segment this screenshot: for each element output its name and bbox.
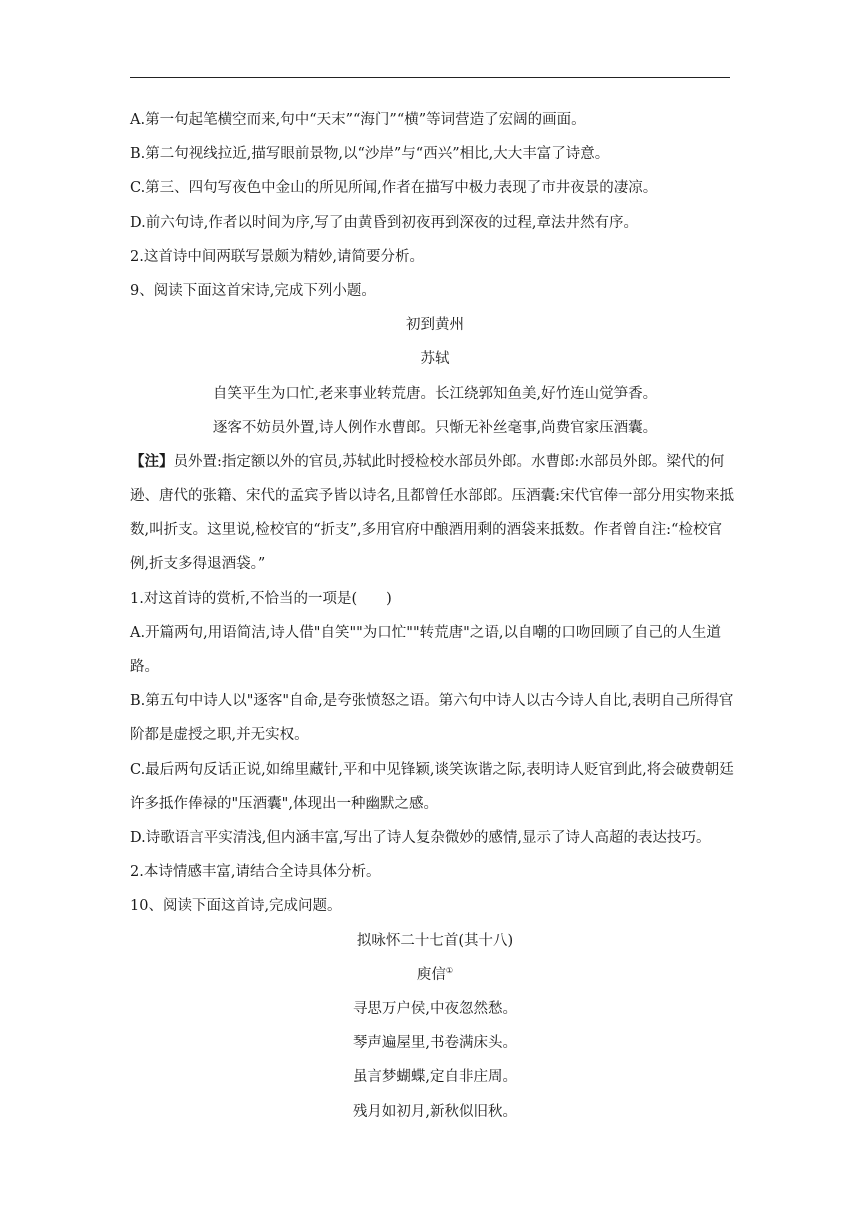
q10-poem-line-3: 虽言梦蝴蝶,定自非庄周。 bbox=[352, 1069, 518, 1086]
q10-poem-line-1: 寻思万户侯,中夜忽然愁。 bbox=[352, 1000, 518, 1017]
q9-subquestion-1: 1.对这首诗的赏析,不恰当的一项是( ) bbox=[130, 590, 392, 607]
q9-note bbox=[130, 445, 740, 582]
q9-poem-line-1: 自笑平生为口忙,老来事业转荒唐。长江绕郭知鱼美,好竹连山觉笋香。 bbox=[212, 385, 658, 402]
document-page bbox=[130, 103, 740, 1129]
q9-poem-line-2: 逐客不妨员外置,诗人例作水曹郎。只惭无补丝毫事,尚费官家压酒囊。 bbox=[212, 419, 658, 436]
q9-note-label: 【注】 bbox=[130, 452, 174, 470]
q9-subquestion-2: 2.本诗情感丰富,请结合全诗具体分析。 bbox=[130, 864, 381, 881]
q8-subquestion-2: 2.这首诗中间两联写景颇为精妙,请简要分析。 bbox=[130, 248, 424, 265]
q10-heading: 10、阅读下面这首诗,完成问题。 bbox=[130, 898, 342, 915]
q8-option-c: C.第三、四句写夜色中金山的所见所闻,作者在描写中极力表现了市井夜景的凄凉。 bbox=[130, 180, 658, 197]
q8-option-a: A.第一句起笔横空而来,句中“天末”“海门”“横”等词营造了宏阔的画面。 bbox=[130, 112, 586, 128]
q9-poem-author: 苏轼 bbox=[420, 351, 450, 368]
q8-option-b: B.第二句视线拉近,描写眼前景物,以“沙岸”与“西兴”相比,大大丰富了诗意。 bbox=[130, 146, 610, 163]
q9-heading: 9、阅读下面这首宋诗,完成下列小题。 bbox=[130, 282, 376, 299]
q9-option-d: D.诗歌语言平实清浅,但内涵丰富,写出了诗人复杂微妙的感情,显示了诗人高超的表达技巧。 bbox=[130, 830, 711, 847]
q9-poem-title: 初到黄州 bbox=[406, 317, 464, 334]
header-rule bbox=[130, 77, 730, 78]
q10-poem-line-4: 残月如初月,新秋似旧秋。 bbox=[352, 1103, 518, 1120]
q10-poem-title: 拟咏怀二十七首(其十八) bbox=[356, 932, 514, 949]
q10-poem-line-2: 琴声遍屋里,书卷满床头。 bbox=[352, 1035, 518, 1052]
q9-option-a: A.开篇两句,用语简洁,诗人借"自笑""为口忙""转荒唐"之语,以自嘲的口吻回顾了自己的人生道路。 bbox=[130, 624, 721, 676]
q10-poem-author-line bbox=[130, 958, 740, 992]
q8-option-d: D.前六句诗,作者以时间为序,写了由黄昏到初夜再到深夜的过程,章法井然有序。 bbox=[130, 214, 639, 231]
q10-poem-author: 庾信 bbox=[416, 966, 446, 983]
q9-option-c: C.最后两句反话正说,如绵里藏针,平和中见锋颖,谈笑诙谐之际,表明诗人贬官到此,将会破费朝廷许多抵作俸禄的"压酒囊",体现出一种幽默之感。 bbox=[130, 761, 734, 812]
q9-option-b: B.第五句中诗人以"逐客"自命,是夸张愤怒之语。第六句中诗人以古今诗人自比,表明自己所得官阶都是虚授之职,并无实权。 bbox=[130, 693, 734, 744]
q9-note-text: 员外置:指定额以外的官员,苏轼此时授检校水部员外郎。水曹郎:水部员外郎。梁代的何逊、唐代的张籍、宋代的孟宾予皆以诗名,且都曾任水部郎。压酒囊:宋代官俸一部分用实物来抵数,叫折支。这里说,检校官的“折支”,多用官府中酿酒用剩的酒袋来抵数。作者曾自注:“检校官例,折支多得退酒袋。” bbox=[130, 453, 734, 573]
q10-author-footnote-mark: ① bbox=[445, 965, 454, 975]
